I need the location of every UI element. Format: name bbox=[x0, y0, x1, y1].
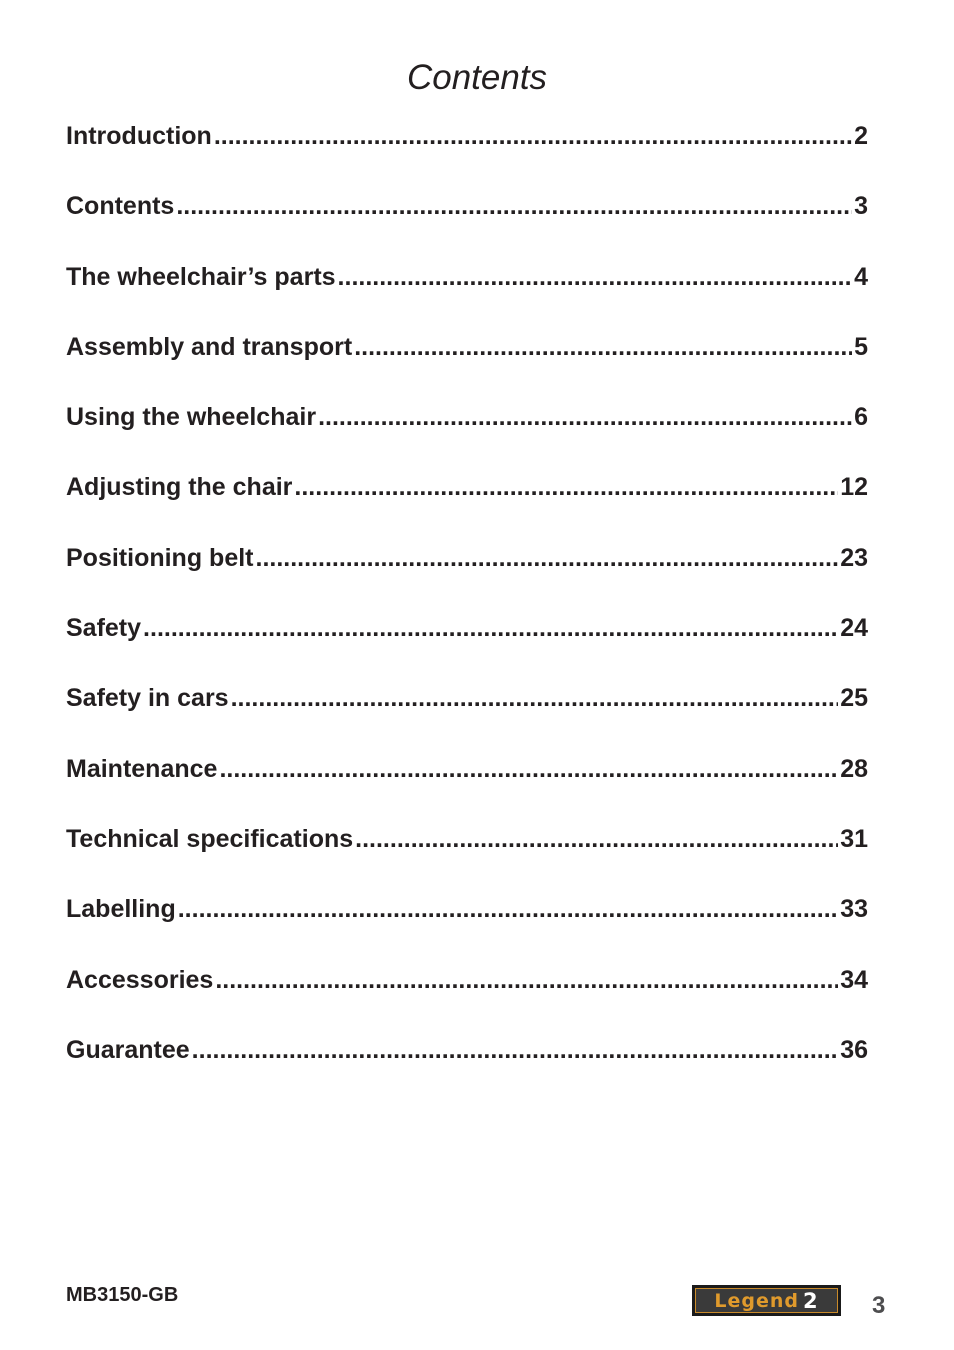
toc-entry-label: Using the wheelchair bbox=[66, 403, 317, 432]
toc-entry[interactable] bbox=[66, 895, 868, 965]
toc-entry-label: Safety bbox=[66, 614, 142, 643]
brand-logo-number: 2 bbox=[802, 1288, 819, 1313]
dot-leader bbox=[178, 895, 838, 924]
brand-logo-plate bbox=[695, 1288, 838, 1313]
dot-leader bbox=[294, 473, 838, 502]
toc-entry-page: 12 bbox=[840, 473, 868, 502]
dot-leader bbox=[219, 755, 838, 784]
dot-leader bbox=[214, 122, 852, 151]
dot-leader bbox=[338, 263, 853, 292]
toc-entry[interactable] bbox=[66, 263, 868, 333]
toc-entry[interactable] bbox=[66, 825, 868, 895]
dot-leader bbox=[355, 825, 838, 854]
toc-entry-label: Adjusting the chair bbox=[66, 473, 293, 502]
toc-entry-page: 31 bbox=[840, 824, 868, 853]
toc-entry-page: 36 bbox=[840, 1035, 868, 1064]
brand-logo-text: Legend bbox=[714, 1289, 799, 1312]
toc-entry[interactable] bbox=[66, 333, 868, 403]
toc-entry[interactable] bbox=[66, 473, 868, 543]
toc-entry-page: 24 bbox=[840, 614, 868, 643]
dot-leader bbox=[256, 544, 839, 573]
toc-entry-page: 28 bbox=[840, 754, 868, 783]
toc-entry-label: Positioning belt bbox=[66, 543, 254, 572]
dot-leader bbox=[143, 614, 838, 643]
toc-entry[interactable] bbox=[66, 614, 868, 684]
toc-entry-label: Accessories bbox=[66, 965, 214, 994]
toc-entry-page: 25 bbox=[840, 684, 868, 713]
toc-entry-page: 33 bbox=[840, 895, 868, 924]
toc-entry-page: 5 bbox=[854, 332, 868, 361]
toc-entry[interactable] bbox=[66, 755, 868, 825]
brand-logo bbox=[692, 1285, 841, 1316]
toc-entry[interactable] bbox=[66, 403, 868, 473]
dot-leader bbox=[354, 333, 852, 362]
toc-entry-label: Maintenance bbox=[66, 754, 218, 783]
document-code: MB3150-GB bbox=[66, 1284, 179, 1306]
dot-leader bbox=[192, 1036, 839, 1065]
page-title: Contents bbox=[406, 58, 548, 97]
toc-entry-page: 4 bbox=[854, 262, 868, 291]
toc-entry[interactable] bbox=[66, 1036, 868, 1106]
toc-entry-label: Guarantee bbox=[66, 1035, 190, 1064]
toc-entry-label: Contents bbox=[66, 192, 175, 221]
toc-entry-page: 6 bbox=[854, 403, 868, 432]
table-of-contents bbox=[66, 122, 868, 1106]
toc-entry[interactable] bbox=[66, 966, 868, 1036]
page-number: 3 bbox=[872, 1292, 886, 1319]
toc-entry[interactable] bbox=[66, 684, 868, 754]
toc-entry-label: Labelling bbox=[66, 895, 176, 924]
dot-leader bbox=[318, 403, 852, 432]
toc-entry-label: Assembly and transport bbox=[66, 332, 353, 361]
toc-entry-page: 23 bbox=[840, 543, 868, 572]
toc-entry-label: Technical specifications bbox=[66, 824, 354, 853]
dot-leader bbox=[215, 966, 838, 995]
dot-leader bbox=[176, 192, 852, 221]
toc-entry[interactable] bbox=[66, 544, 868, 614]
toc-entry-label: Safety in cars bbox=[66, 684, 229, 713]
toc-entry-label: The wheelchair’s parts bbox=[66, 262, 336, 291]
dot-leader bbox=[231, 684, 839, 713]
toc-entry-label: Introduction bbox=[66, 122, 212, 150]
toc-entry-page: 2 bbox=[854, 122, 868, 150]
toc-entry-page: 34 bbox=[840, 965, 868, 994]
toc-entry-page: 3 bbox=[854, 192, 868, 221]
toc-entry[interactable] bbox=[66, 192, 868, 262]
toc-entry[interactable] bbox=[66, 122, 868, 192]
